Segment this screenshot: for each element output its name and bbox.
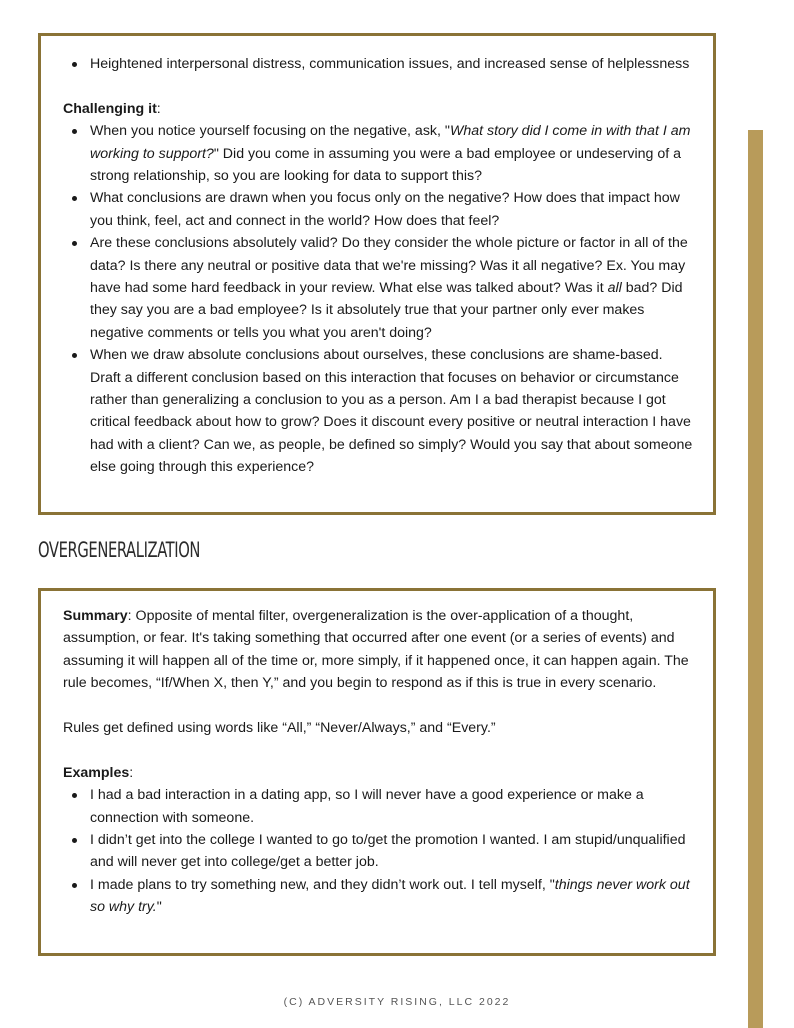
list-item: I didn’t get into the college I wanted to go to/get the promotion I wanted. I am stupid/unqualified and will never get into college/get a better job. (90, 829, 695, 874)
challenge-list (63, 120, 695, 479)
list-item: When you notice yourself focusing on the negative, ask, "What story did I come in with that I am working to support?" Did you come in assuming you were a bad employee or undeserving of a strong relationship, so you are looking for data to support this? (90, 120, 695, 187)
examples-heading: Examples: (63, 764, 134, 781)
list-item: I made plans to try something new, and they didn’t work out. I tell myself, "things never work out so why try." (90, 874, 695, 919)
section-title: OVERGENERALIZATION (38, 538, 201, 562)
list-item: What conclusions are drawn when you focus only on the negative? How does that impact how you think, feel, act and connect in the world? How does that feel? (90, 187, 695, 232)
summary-paragraph: Summary: Opposite of mental filter, overgeneralization is the over-application of a thought, assumption, or fear. It's taking something that occurred after one event (or a series of events) and assuming it will happen all of the time or, more simply, if it happened once, it can happen again. The rule becomes, “If/When X, then Y,” and you begin to respond as if this is true in every scenario. (63, 608, 689, 692)
accent-bar (748, 130, 763, 1028)
footer-copyright: (C) ADVERSITY RISING, LLC 2022 (283, 996, 511, 1008)
examples-list (63, 784, 695, 918)
list-item: When we draw absolute conclusions about ourselves, these conclusions are shame-based. Draft a different conclusion based on this interaction that focuses on behavior or circumstance rather than generalizing a conclusion to you as a person. Am I a bad therapist because I got critical feedback about how to grow? Does it discount every positive or neutral interaction I have had with a client? Can we, as people, be defined so simply? Would you say that about someone else going through this experience? (90, 344, 695, 478)
summary-box (38, 588, 716, 956)
list-item: Heightened interpersonal distress, communication issues, and increased sense of helplessness (90, 53, 695, 75)
challenge-box (38, 33, 716, 515)
challenge-heading: Challenging it: (63, 100, 161, 117)
list-item: I had a bad interaction in a dating app, so I will never have a good experience or make a connection with someone. (90, 784, 695, 829)
consequence-list (63, 53, 695, 75)
list-item: Are these conclusions absolutely valid? Do they consider the whole picture or factor in all of the data? Is there any neutral or positive data that we're missing? Was it all negative? Ex. You may have had some hard feedback in your review. What else was talked about? Was it all bad? Did they say you are a bad employee? Is it absolutely true that your partner only ever makes negative comments or tells you what you aren't doing? (90, 232, 695, 344)
rules-paragraph: Rules get defined using words like “All,” “Never/Always,” and “Every.” (63, 720, 496, 737)
